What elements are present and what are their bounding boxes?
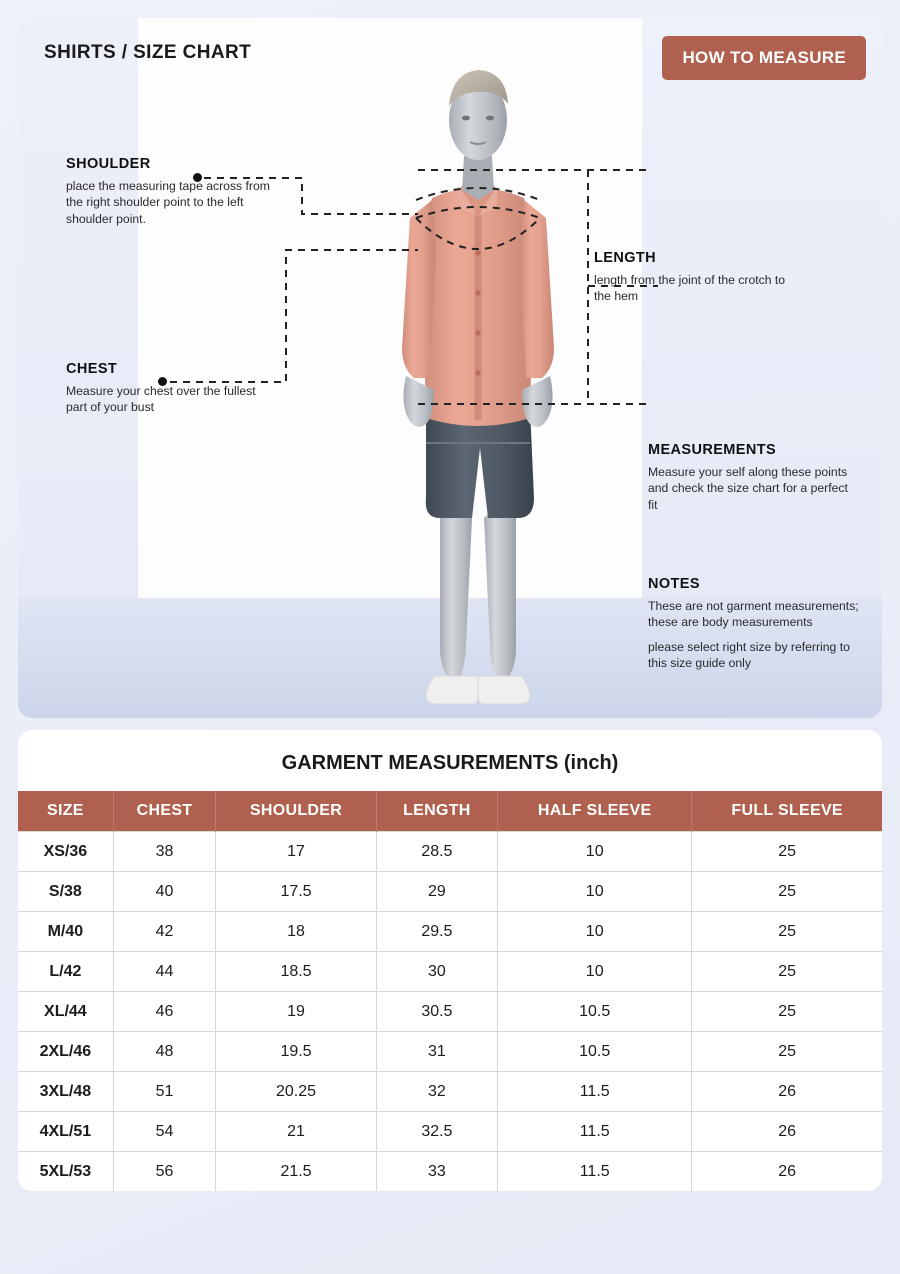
table-cell: 42 <box>113 912 216 952</box>
table-cell: 28.5 <box>376 832 497 872</box>
callout-measurements-title: MEASUREMENTS <box>648 442 777 458</box>
table-cell: 31 <box>376 1032 497 1072</box>
table-cell: 51 <box>113 1072 216 1112</box>
table-cell: 11.5 <box>498 1112 692 1152</box>
table-cell: 19.5 <box>216 1032 376 1072</box>
table-cell-size: 2XL/46 <box>18 1032 113 1072</box>
table-row <box>18 1072 882 1112</box>
table-cell: 18.5 <box>216 952 376 992</box>
table-cell: 25 <box>692 952 882 992</box>
table-cell: 48 <box>113 1032 216 1072</box>
table-cell: 10 <box>498 872 692 912</box>
table-cell: 33 <box>376 1152 497 1192</box>
table-cell-size: 5XL/53 <box>18 1152 113 1192</box>
table-header-row <box>18 791 882 832</box>
callout-notes-title: NOTES <box>648 576 700 592</box>
table-row <box>18 992 882 1032</box>
table-cell: 10 <box>498 832 692 872</box>
table-cell: 26 <box>692 1072 882 1112</box>
table-cell: 30 <box>376 952 497 992</box>
table-cell: 20.25 <box>216 1072 376 1112</box>
table-cell: 21.5 <box>216 1152 376 1192</box>
table-cell: 25 <box>692 1032 882 1072</box>
table-cell: 10.5 <box>498 1032 692 1072</box>
callout-length <box>594 250 804 305</box>
table-cell-size: 3XL/48 <box>18 1072 113 1112</box>
table-cell: 11.5 <box>498 1072 692 1112</box>
table-cell-size: 4XL/51 <box>18 1112 113 1152</box>
table-cell: 32 <box>376 1072 497 1112</box>
callout-notes-text-secondary: please select right size by referring to this size guide only <box>648 639 850 671</box>
table-cell-size: S/38 <box>18 872 113 912</box>
table-cell: 18 <box>216 912 376 952</box>
table-row <box>18 952 882 992</box>
table-cell: 44 <box>113 952 216 992</box>
callout-measurements-text: Measure your self along these points and check the size chart for a perfect fit <box>648 465 848 512</box>
table-title: GARMENT MEASUREMENTS (inch) <box>281 752 619 774</box>
table-cell: 17 <box>216 832 376 872</box>
table-column-header: SHOULDER <box>216 791 376 832</box>
callout-shoulder <box>66 156 276 227</box>
callout-chest-title: CHEST <box>66 361 118 377</box>
page-title: SHIRTS / SIZE CHART <box>44 42 252 63</box>
table-row <box>18 872 882 912</box>
table-cell: 26 <box>692 1112 882 1152</box>
how-to-measure-badge: HOW TO MEASURE <box>662 36 866 80</box>
table-cell: 38 <box>113 832 216 872</box>
illustration-card <box>18 18 882 718</box>
table-cell: 32.5 <box>376 1112 497 1152</box>
table-cell: 40 <box>113 872 216 912</box>
table-cell: 19 <box>216 992 376 1032</box>
callout-shoulder-text: place the measuring tape across from the right shoulder point to the left shoulder point. <box>66 179 270 226</box>
table-cell-size: L/42 <box>18 952 113 992</box>
garment-measurements-table <box>18 791 882 1191</box>
callout-length-title: LENGTH <box>594 250 657 266</box>
table-column-header: LENGTH <box>376 791 497 832</box>
table-cell: 10 <box>498 952 692 992</box>
table-cell: 54 <box>113 1112 216 1152</box>
table-cell: 29.5 <box>376 912 497 952</box>
callout-notes-text: These are not garment measurements; these are body measurements <box>648 599 859 630</box>
callout-shoulder-title: SHOULDER <box>66 156 151 172</box>
table-cell: 25 <box>692 872 882 912</box>
table-cell: 10 <box>498 912 692 952</box>
table-cell: 25 <box>692 832 882 872</box>
table-cell: 17.5 <box>216 872 376 912</box>
table-cell: 29 <box>376 872 497 912</box>
table-cell: 56 <box>113 1152 216 1192</box>
table-column-header: SIZE <box>18 791 113 832</box>
table-cell-size: XS/36 <box>18 832 113 872</box>
table-column-header: FULL SLEEVE <box>692 791 882 832</box>
table-header <box>18 791 882 832</box>
table-column-header: HALF SLEEVE <box>498 791 692 832</box>
callout-chest <box>66 361 266 416</box>
mannequin-illustration <box>348 48 608 708</box>
table-cell: 25 <box>692 912 882 952</box>
measurements-table-card <box>18 730 882 1191</box>
table-cell: 26 <box>692 1152 882 1192</box>
callout-notes <box>648 576 863 672</box>
table-cell: 46 <box>113 992 216 1032</box>
table-body <box>18 832 882 1192</box>
table-cell-size: M/40 <box>18 912 113 952</box>
table-row <box>18 832 882 872</box>
table-cell-size: XL/44 <box>18 992 113 1032</box>
table-cell: 25 <box>692 992 882 1032</box>
callout-length-text: length from the joint of the crotch to the hem <box>594 273 786 304</box>
table-cell: 11.5 <box>498 1152 692 1192</box>
table-row <box>18 1032 882 1072</box>
callout-measurements <box>648 442 858 513</box>
table-cell: 21 <box>216 1112 376 1152</box>
table-row <box>18 912 882 952</box>
table-row <box>18 1152 882 1192</box>
table-cell: 30.5 <box>376 992 497 1032</box>
table-cell: 10.5 <box>498 992 692 1032</box>
table-column-header: CHEST <box>113 791 216 832</box>
table-row <box>18 1112 882 1152</box>
callout-chest-text: Measure your chest over the fullest part of your bust <box>66 384 256 415</box>
